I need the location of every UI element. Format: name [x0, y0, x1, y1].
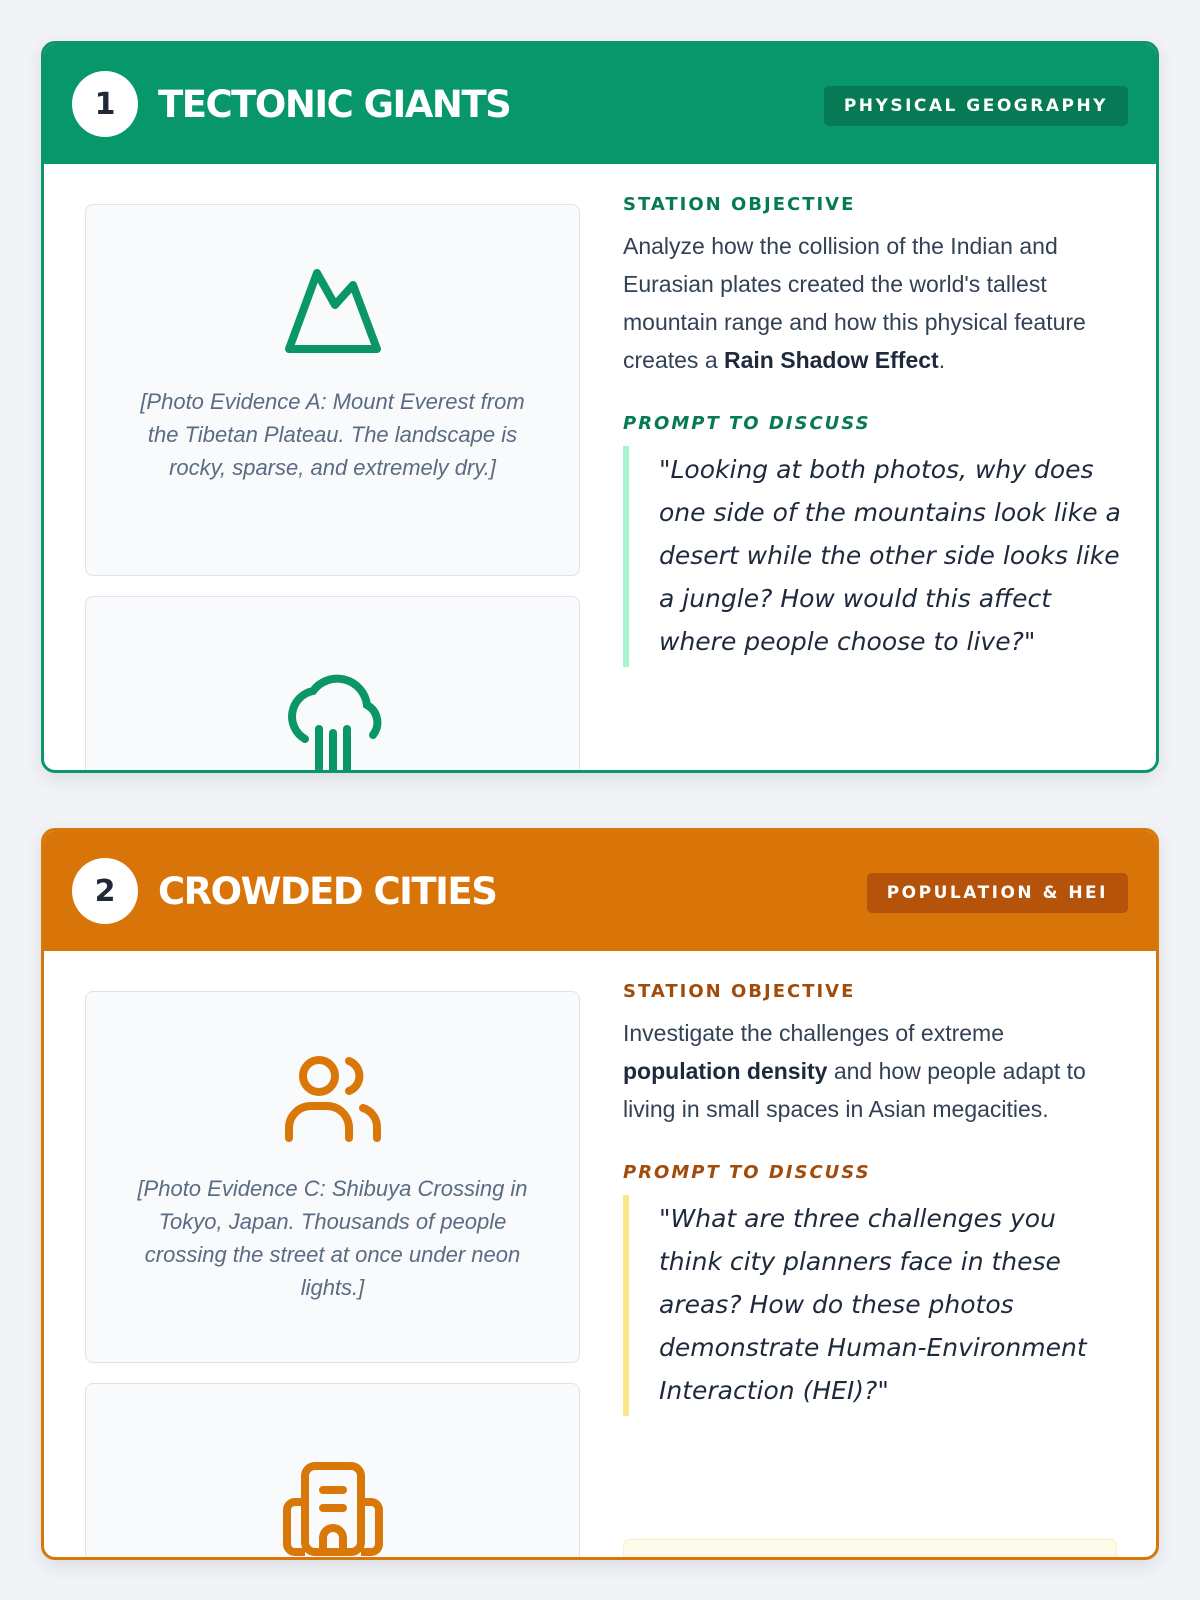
station-body	[44, 951, 1156, 1560]
objective-label: STATION OBJECTIVE	[623, 194, 856, 215]
photo-evidence-d	[85, 1383, 580, 1560]
objective-text-part: Investigate the challenges of extreme	[623, 1020, 1005, 1046]
objective-keyword: Rain Shadow Effect	[724, 347, 939, 373]
category-badge: PHYSICAL GEOGRAPHY	[824, 86, 1128, 126]
objective-text-part: .	[938, 347, 946, 373]
objective-keyword: population density	[623, 1058, 828, 1084]
photo-evidence-a	[85, 204, 580, 576]
photo-evidence-c	[85, 991, 580, 1363]
station-number: 2	[72, 858, 138, 924]
station-header	[44, 831, 1156, 951]
activity-note-box	[623, 1539, 1117, 1560]
objective-text	[623, 1014, 1123, 1128]
prompt-label: PROMPT TO DISCUSS	[623, 413, 871, 434]
building-icon	[283, 1456, 383, 1556]
station-body	[44, 164, 1156, 773]
discussion-prompt: "What are three challenges you think city planners face in these areas? How do these photos demonstrate Human-Environment Interaction (HEI)?"	[623, 1195, 1123, 1416]
photo-evidence-b	[85, 596, 580, 773]
objective-label: STATION OBJECTIVE	[623, 981, 856, 1002]
prompt-label: PROMPT TO DISCUSS	[623, 1162, 871, 1183]
station-number: 1	[72, 71, 138, 137]
photo-caption: [Photo Evidence C: Shibuya Crossing in Tokyo, Japan. Thousands of people crossing the street at once under neon lights.]	[137, 1176, 528, 1300]
mountain-icon	[283, 265, 383, 357]
station-header	[44, 44, 1156, 164]
objective-text-part: and how people adapt to living in small spaces in Asian megacities.	[623, 1058, 1086, 1122]
station-title: CROWDED CITIES	[158, 869, 497, 913]
station-info	[623, 194, 1123, 667]
station-card-2	[41, 828, 1159, 1560]
cloud-rain-icon	[283, 669, 383, 773]
station-title: TECTONIC GIANTS	[158, 82, 511, 126]
photo-caption: [Photo Evidence A: Mount Everest from the Tibetan Plateau. The landscape is rocky, sparse, and extremely dry.]	[140, 389, 525, 480]
objective-text	[623, 227, 1123, 379]
users-icon	[283, 1052, 383, 1144]
discussion-prompt: "Looking at both photos, why does one side of the mountains look like a desert while the other side looks like a jungle? How would this affect where people choose to live?"	[623, 446, 1123, 667]
station-card-1	[41, 41, 1159, 773]
objective-text-part: Analyze how the collision of the Indian and Eurasian plates created the world's tallest mountain range and how this physical feature creates a	[623, 233, 1086, 373]
category-badge: POPULATION & HEI	[867, 873, 1128, 913]
station-info	[623, 981, 1123, 1416]
